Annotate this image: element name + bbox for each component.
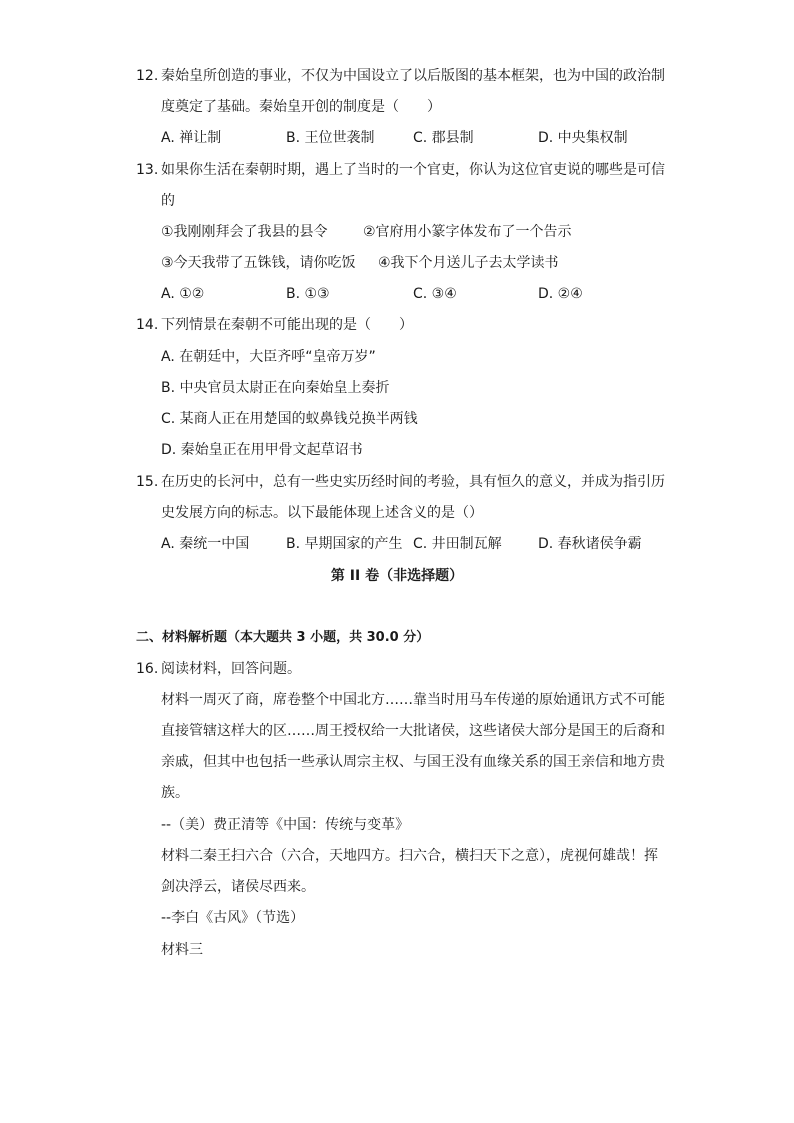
- material-2-line: 材料二秦王扫六合（六合，天地四方。扫六合，横扫天下之意），虎视何雄哉！挥: [161, 848, 658, 864]
- question-text-line: 在历史的长河中，总有一些史实历经时间的考验，具有恒久的意义，并成为指引历: [161, 474, 665, 490]
- option-a: A. ①②: [161, 286, 205, 302]
- material-3-label: 材料三: [161, 942, 203, 958]
- question-text-line: 度奠定了基础。秦始皇开创的制度是（ ）: [161, 99, 441, 115]
- material-2-source: --李白《古风》（节选）: [161, 910, 305, 926]
- option-c: C. 某商人正在用楚国的蚁鼻钱兑换半两钱: [161, 411, 418, 427]
- material-2-line: 剑决浮云，诸侯尽西来。: [161, 879, 315, 895]
- statement-4: ④我下个月送儿子去太学读书: [378, 255, 559, 271]
- material-1-line: 材料一周灭了商，席卷整个中国北方……靠当时用马车传递的原始通讯方式不可能: [161, 692, 665, 708]
- statement-3: ③今天我带了五铢钱，请你吃饭: [161, 255, 356, 271]
- statement-2: ②官府用小篆字体发布了一个告示: [363, 224, 572, 240]
- question-number: 14.: [136, 317, 159, 333]
- question-text-line: 秦始皇所创造的事业，不仅为中国设立了以后版图的基本框架，也为中国的政治制: [161, 68, 665, 84]
- option-a: A. 在朝廷中，大臣齐呼“皇帝万岁”: [161, 349, 376, 365]
- section-heading: 二、材料解析题（本大题共 3 小题，共 30.0 分）: [136, 630, 430, 645]
- question-text-line: 下列情景在秦朝不可能出现的是（ ）: [161, 317, 413, 333]
- question-number: 12.: [136, 68, 159, 84]
- part-title: 第 II 卷（非选择题）: [330, 568, 464, 584]
- material-1-source: --（美）费正清等《中国：传统与变革》: [161, 817, 410, 833]
- option-a: A. 秦统一中国: [161, 536, 250, 552]
- statement-1: ①我刚刚拜会了我县的县令: [161, 224, 328, 240]
- question-number: 15.: [136, 474, 159, 490]
- option-d: D. ②④: [538, 286, 583, 302]
- question-number: 16.: [136, 661, 159, 677]
- option-b: B. 早期国家的产生: [286, 536, 403, 552]
- option-b: B. 王位世袭制: [286, 130, 375, 146]
- option-b: B. 中央官员太尉正在向秦始皇上奏折: [161, 380, 390, 396]
- option-a: A. 禅让制: [161, 130, 222, 146]
- option-c: C. 郡县制: [413, 130, 474, 146]
- option-c: C. 井田制瓦解: [413, 536, 502, 552]
- material-1-line: 直接管辖这样大的区……周王授权给一大批诸侯，这些诸侯大部分是国王的后裔和: [161, 723, 665, 739]
- option-d: D. 中央集权制: [538, 130, 628, 146]
- material-1-line: 亲戚，但其中也包括一些承认周宗主权、与国王没有血缘关系的国王亲信和地方贵: [161, 754, 665, 770]
- question-text-line: 如果你生活在秦朝时期，遇上了当时的一个官吏，你认为这位官吏说的哪些是可信: [161, 162, 665, 178]
- material-1-line: 族。: [161, 785, 189, 801]
- question-text-line: 史发展方向的标志。以下最能体现上述含义的是（）: [161, 505, 483, 521]
- question-number: 13.: [136, 162, 159, 178]
- question-text-line: 的: [161, 193, 175, 209]
- option-d: D. 春秋诸侯争霸: [538, 536, 642, 552]
- option-d: D. 秦始皇正在用甲骨文起草诏书: [161, 442, 363, 458]
- option-b: B. ①③: [286, 286, 330, 302]
- question-text-line: 阅读材料，回答问题。: [161, 661, 301, 677]
- option-c: C. ③④: [413, 286, 457, 302]
